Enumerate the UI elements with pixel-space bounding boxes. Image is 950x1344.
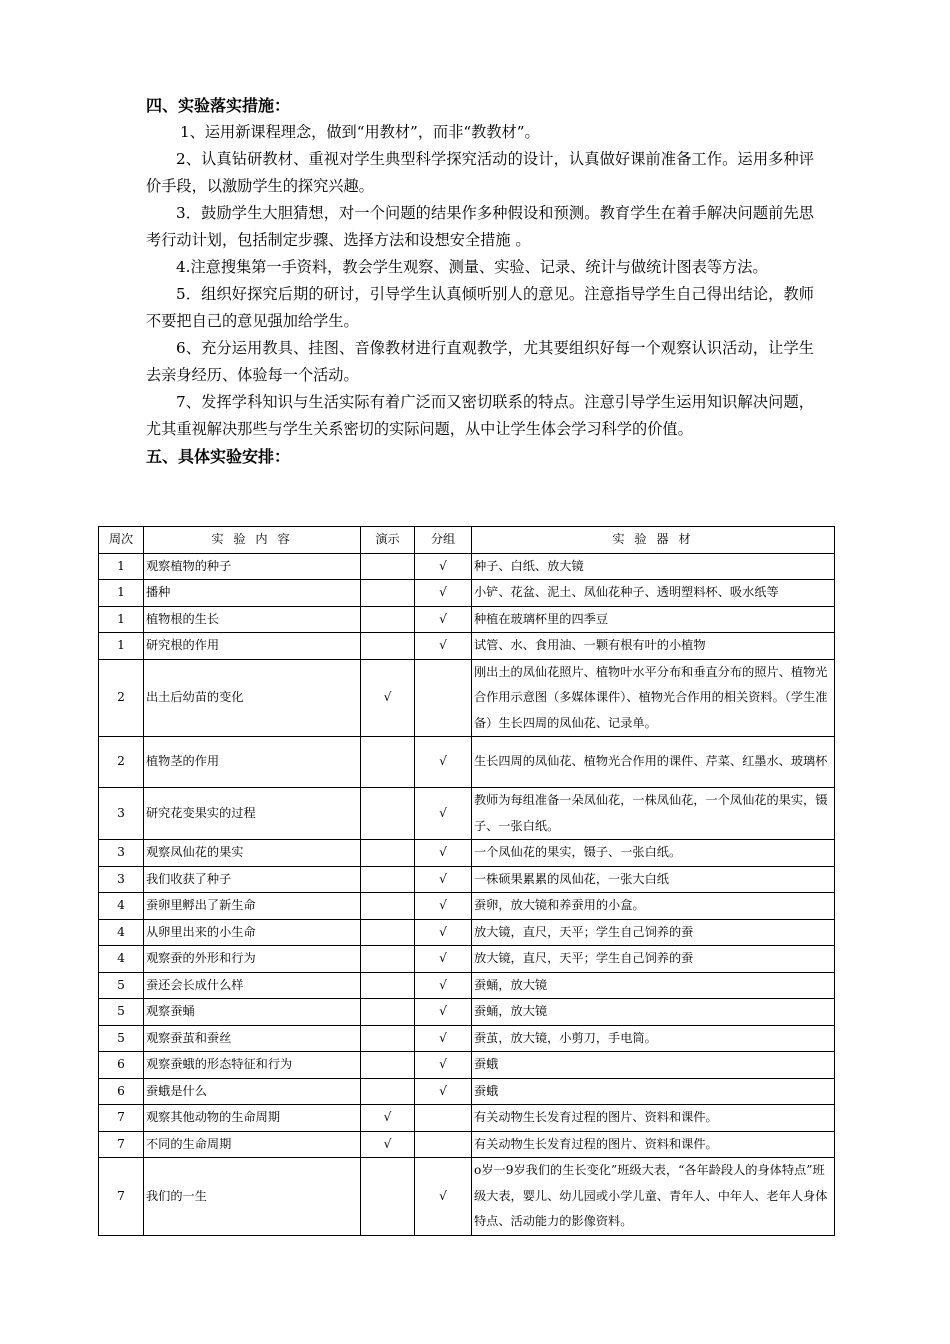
group-cell: √ xyxy=(415,919,472,946)
measure-item-3: 3．鼓励学生大胆猜想，对一个问题的结果作多种假设和预测。教育学生在着手解决问题前先思考行动计划，包括制定步骤、选择方法和设想安全措施 。 xyxy=(146,204,814,249)
group-cell: √ xyxy=(415,580,472,607)
group-cell: √ xyxy=(415,946,472,973)
demo-cell xyxy=(361,1078,415,1105)
week-cell: 4 xyxy=(99,893,144,920)
demo-cell xyxy=(361,1052,415,1079)
header-equipment: 实 验 器 材 xyxy=(472,527,835,554)
table-row xyxy=(99,580,835,607)
table-row xyxy=(99,633,835,660)
equipment-cell: 种子、白纸、放大镜 xyxy=(472,553,835,580)
demo-cell xyxy=(361,919,415,946)
equipment-cell: 小铲、花盆、泥土、凤仙花种子、透明塑料杯、吸水纸等 xyxy=(472,580,835,607)
table-row xyxy=(99,553,835,580)
measure-item-2: 2、认真钻研教材、重视对学生典型科学探究活动的设计，认真做好课前准备工作。运用多种评价手段，以激励学生的探究兴趣。 xyxy=(146,150,814,195)
table-row xyxy=(99,919,835,946)
content-cell: 观察其他动物的生命周期 xyxy=(144,1105,361,1132)
content-cell: 从卵里出来的小生命 xyxy=(144,919,361,946)
week-cell: 1 xyxy=(99,606,144,633)
table-row xyxy=(99,866,835,893)
equipment-cell: 蚕蛾 xyxy=(472,1052,835,1079)
group-cell xyxy=(415,659,472,737)
content-cell: 播种 xyxy=(144,580,361,607)
content-cell: 我们收获了种子 xyxy=(144,866,361,893)
measure-item-7: 7、发挥学科知识与生活实际有着广泛而又密切联系的特点。注意引导学生运用知识解决问题，尤其重视解决那些与学生关系密切的实际问题，从中让学生体会学习科学的价值。 xyxy=(146,393,814,438)
demo-cell: √ xyxy=(361,1105,415,1132)
content-cell: 蚕蛾是什么 xyxy=(144,1078,361,1105)
demo-cell xyxy=(361,999,415,1026)
group-cell: √ xyxy=(415,606,472,633)
measures-section xyxy=(146,92,814,470)
table-row xyxy=(99,737,835,788)
demo-cell xyxy=(361,972,415,999)
week-cell: 6 xyxy=(99,1052,144,1079)
demo-cell xyxy=(361,893,415,920)
demo-cell xyxy=(361,840,415,867)
equipment-cell: 一株硕果累累的凤仙花，一张大白纸 xyxy=(472,866,835,893)
demo-cell xyxy=(361,737,415,788)
group-cell: √ xyxy=(415,633,472,660)
table-row xyxy=(99,1025,835,1052)
table-row xyxy=(99,788,835,840)
week-cell: 5 xyxy=(99,999,144,1026)
demo-cell xyxy=(361,866,415,893)
measure-item-4: 4.注意搜集第一手资料，教会学生观察、测量、实验、记录、统计与做统计图表等方法。 xyxy=(176,258,768,276)
equipment-cell: 刚出土的凤仙花照片、植物叶水平分布和垂直分布的照片、植物光合作用示意图（多媒体课件）、植物光合作用的相关资料。（学生准备）生长四周的凤仙花、记录单。 xyxy=(472,659,835,737)
equipment-cell: 有关动物生长发育过程的图片、资料和课件。 xyxy=(472,1131,835,1158)
content-cell: 观察植物的种子 xyxy=(144,553,361,580)
table-row xyxy=(99,606,835,633)
content-cell: 我们的一生 xyxy=(144,1158,361,1236)
demo-cell: √ xyxy=(361,1131,415,1158)
week-cell: 4 xyxy=(99,919,144,946)
group-cell: √ xyxy=(415,737,472,788)
week-cell: 7 xyxy=(99,1131,144,1158)
equipment-cell: 蚕蛾 xyxy=(472,1078,835,1105)
content-cell: 不同的生命周期 xyxy=(144,1131,361,1158)
week-cell: 7 xyxy=(99,1158,144,1236)
experiment-schedule-table xyxy=(98,526,835,1236)
week-cell: 3 xyxy=(99,866,144,893)
demo-cell xyxy=(361,606,415,633)
equipment-cell: 生长四周的凤仙花、植物光合作用的课件、芹菜、红墨水、玻璃杯 xyxy=(472,737,835,788)
table-header-row xyxy=(99,527,835,554)
table-row xyxy=(99,1158,835,1236)
demo-cell xyxy=(361,633,415,660)
group-cell: √ xyxy=(415,840,472,867)
content-cell: 蚕还会长成什么样 xyxy=(144,972,361,999)
equipment-cell: o岁一9岁我们的生长变化”班级大表，“各年龄段人的身体特点”班级大表，婴儿、幼儿园或小学儿童、青年人、中年人、老年人身体特点、活动能力的影像资料。 xyxy=(472,1158,835,1236)
equipment-cell: 一个凤仙花的果实，镊子、一张白纸。 xyxy=(472,840,835,867)
table-row xyxy=(99,999,835,1026)
table-row xyxy=(99,1105,835,1132)
content-cell: 出土后幼苗的变化 xyxy=(144,659,361,737)
group-cell xyxy=(415,1131,472,1158)
table-row xyxy=(99,1078,835,1105)
demo-cell xyxy=(361,553,415,580)
week-cell: 5 xyxy=(99,1025,144,1052)
group-cell: √ xyxy=(415,893,472,920)
measure-item-1: 1、运用新课程理念，做到“用教材”，而非“教教材”。 xyxy=(180,123,540,141)
equipment-cell: 蚕茧，放大镜，小剪刀，手电筒。 xyxy=(472,1025,835,1052)
content-cell: 观察蚕茧和蚕丝 xyxy=(144,1025,361,1052)
week-cell: 2 xyxy=(99,737,144,788)
week-cell: 3 xyxy=(99,788,144,840)
content-cell: 研究根的作用 xyxy=(144,633,361,660)
section-5-heading: 五、具体实验安排： xyxy=(146,447,291,466)
week-cell: 3 xyxy=(99,840,144,867)
header-demo: 演示 xyxy=(361,527,415,554)
table-row xyxy=(99,946,835,973)
equipment-cell: 蚕蛹，放大镜 xyxy=(472,999,835,1026)
group-cell: √ xyxy=(415,553,472,580)
content-cell: 植物根的生长 xyxy=(144,606,361,633)
week-cell: 5 xyxy=(99,972,144,999)
week-cell: 1 xyxy=(99,553,144,580)
week-cell: 4 xyxy=(99,946,144,973)
table-row xyxy=(99,1131,835,1158)
equipment-cell: 试管、水、食用油、一颗有根有叶的小植物 xyxy=(472,633,835,660)
demo-cell xyxy=(361,1158,415,1236)
week-cell: 6 xyxy=(99,1078,144,1105)
group-cell: √ xyxy=(415,1078,472,1105)
content-cell: 观察蚕蛹 xyxy=(144,999,361,1026)
equipment-cell: 蚕卵，放大镜和养蚕用的小盒。 xyxy=(472,893,835,920)
week-cell: 7 xyxy=(99,1105,144,1132)
week-cell: 2 xyxy=(99,659,144,737)
week-cell: 1 xyxy=(99,580,144,607)
week-cell: 1 xyxy=(99,633,144,660)
group-cell: √ xyxy=(415,866,472,893)
equipment-cell: 放大镜，直尺，天平；学生自己饲养的蚕 xyxy=(472,946,835,973)
table-row xyxy=(99,840,835,867)
group-cell xyxy=(415,1105,472,1132)
group-cell: √ xyxy=(415,1025,472,1052)
table-row xyxy=(99,1052,835,1079)
content-cell: 观察蚕的外形和行为 xyxy=(144,946,361,973)
table-row xyxy=(99,893,835,920)
table-body xyxy=(99,553,835,1235)
content-cell: 植物茎的作用 xyxy=(144,737,361,788)
measure-item-6: 6、充分运用教具、挂图、音像教材进行直观教学，尤其要组织好每一个观察认识活动，让学生去亲身经历、体验每一个活动。 xyxy=(146,339,814,384)
measure-item-5: 5．组织好探究后期的研讨，引导学生认真倾听别人的意见。注意指导学生自己得出结论，教师不要把自己的意见强加给学生。 xyxy=(146,285,814,330)
equipment-cell: 放大镜，直尺，天平；学生自己饲养的蚕 xyxy=(472,919,835,946)
equipment-cell: 蚕蛹，放大镜 xyxy=(472,972,835,999)
group-cell: √ xyxy=(415,999,472,1026)
equipment-cell: 有关动物生长发育过程的图片、资料和课件。 xyxy=(472,1105,835,1132)
demo-cell xyxy=(361,946,415,973)
content-cell: 观察凤仙花的果实 xyxy=(144,840,361,867)
group-cell: √ xyxy=(415,972,472,999)
group-cell: √ xyxy=(415,788,472,840)
content-cell: 研究花变果实的过程 xyxy=(144,788,361,840)
header-week: 周次 xyxy=(99,527,144,554)
content-cell: 观察蚕蛾的形态特征和行为 xyxy=(144,1052,361,1079)
group-cell: √ xyxy=(415,1158,472,1236)
header-content: 实 验 内 容 xyxy=(144,527,361,554)
equipment-cell: 教师为每组准备一朵凤仙花，一株凤仙花，一个凤仙花的果实，镊子、一张白纸。 xyxy=(472,788,835,840)
table-row xyxy=(99,972,835,999)
section-4-heading: 四、实验落实措施： xyxy=(146,96,291,115)
demo-cell xyxy=(361,580,415,607)
equipment-cell: 种植在玻璃杯里的四季豆 xyxy=(472,606,835,633)
demo-cell xyxy=(361,788,415,840)
header-group: 分组 xyxy=(415,527,472,554)
group-cell: √ xyxy=(415,1052,472,1079)
table-row xyxy=(99,659,835,737)
demo-cell xyxy=(361,1025,415,1052)
demo-cell: √ xyxy=(361,659,415,737)
content-cell: 蚕卵里孵出了新生命 xyxy=(144,893,361,920)
